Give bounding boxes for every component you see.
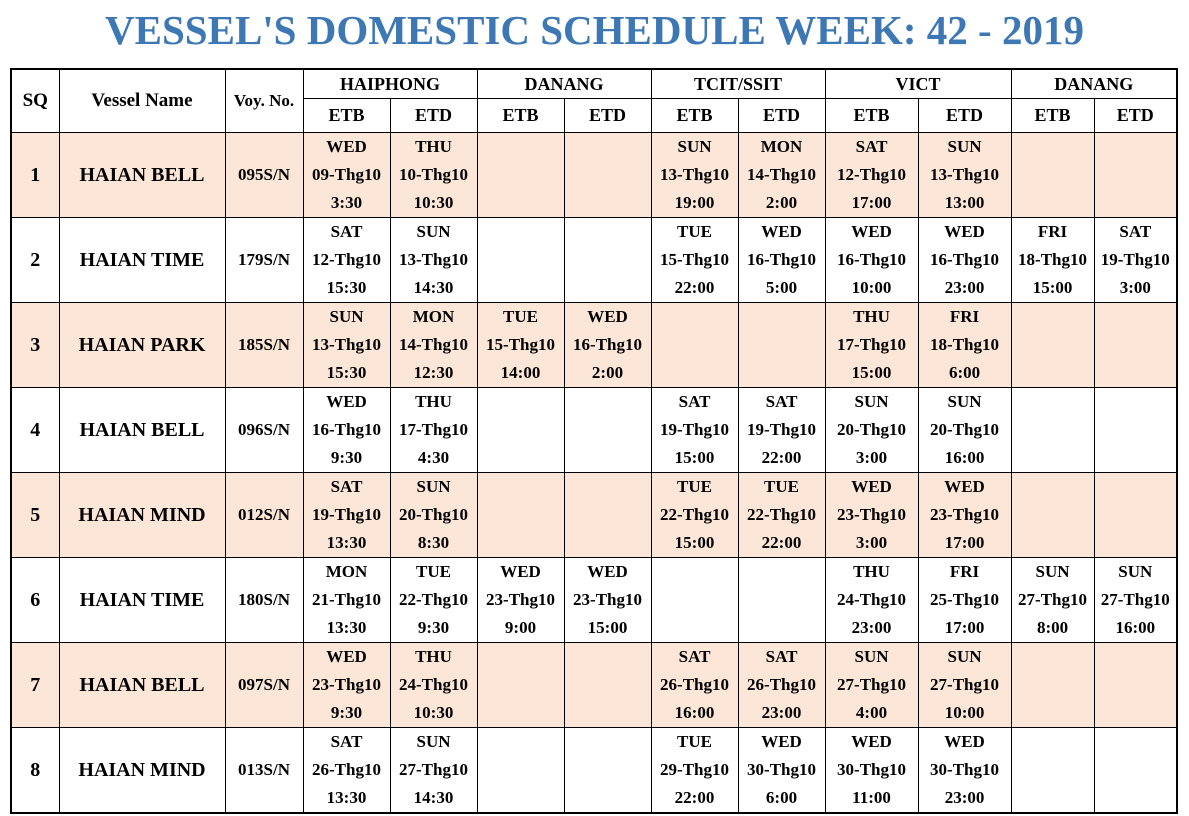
schedule-cell-date: 17-Thg10: [837, 335, 906, 354]
schedule-cell: [825, 558, 918, 643]
schedule-cell: [1011, 303, 1094, 388]
schedule-cell-day: SAT: [678, 647, 711, 666]
row-voy-no: 096S/N: [225, 388, 303, 473]
schedule-cell-day: TUE: [503, 307, 538, 326]
schedule-cell-date: 25-Thg10: [930, 590, 999, 609]
table-row: [11, 643, 1177, 728]
schedule-cell: [303, 388, 390, 473]
schedule-cell-date: 09-Thg10: [312, 165, 381, 184]
schedule-cell-time: 2:00: [765, 193, 798, 212]
schedule-cell-day: WED: [851, 477, 892, 496]
schedule-cell-date: 22-Thg10: [747, 505, 816, 524]
schedule-cell: [564, 388, 651, 473]
schedule-cell: [303, 558, 390, 643]
header-port-haiphong: HAIPHONG: [303, 69, 477, 99]
schedule-cell-date: 24-Thg10: [837, 590, 906, 609]
page-title: VESSEL'S DOMESTIC SCHEDULE WEEK: 42 - 2019: [105, 7, 1084, 53]
schedule-cell-time: 10:00: [944, 703, 985, 722]
schedule-cell-day: SUN: [416, 222, 451, 241]
schedule-cell-day: THU: [415, 137, 452, 156]
schedule-cell: [651, 303, 738, 388]
schedule-cell-time: 3:00: [855, 448, 888, 467]
schedule-cell-date: 10-Thg10: [399, 165, 468, 184]
schedule-cell-day: MON: [760, 137, 803, 156]
schedule-cell: [738, 473, 825, 558]
schedule-cell-date: 23-Thg10: [837, 505, 906, 524]
schedule-cell-time: 3:00: [1119, 278, 1151, 297]
schedule-cell: [738, 728, 825, 814]
schedule-cell-date: 16-Thg10: [930, 250, 999, 269]
schedule-cell-date: 19-Thg10: [312, 505, 381, 524]
schedule-cell: [651, 473, 738, 558]
schedule-cell: [738, 643, 825, 728]
schedule-cell-date: 24-Thg10: [399, 675, 468, 694]
schedule-cell-time: 9:30: [330, 703, 363, 722]
row-vessel-name: HAIAN BELL: [59, 643, 225, 728]
schedule-cell-time: 3:00: [855, 533, 888, 552]
schedule-cell-date: 20-Thg10: [930, 420, 999, 439]
schedule-cell-day: WED: [500, 562, 541, 581]
header-etd: ETD: [918, 99, 1011, 133]
schedule-cell: [825, 643, 918, 728]
schedule-cell-day: SUN: [329, 307, 364, 326]
schedule-cell-day: SAT: [330, 222, 363, 241]
schedule-cell: [1011, 218, 1094, 303]
schedule-cell-date: 23-Thg10: [312, 675, 381, 694]
schedule-cell-day: SAT: [765, 392, 798, 411]
schedule-cell-day: SAT: [678, 392, 711, 411]
schedule-cell-date: 27-Thg10: [837, 675, 906, 694]
schedule-cell-date: 27-Thg10: [399, 760, 468, 779]
schedule-cell-day: WED: [761, 222, 802, 241]
schedule-cell: [303, 303, 390, 388]
schedule-cell: [918, 728, 1011, 814]
schedule-cell-date: 16-Thg10: [573, 335, 642, 354]
row-voy-no: 180S/N: [225, 558, 303, 643]
schedule-cell: [918, 558, 1011, 643]
schedule-cell-time: 13:30: [326, 618, 367, 637]
schedule-cell-time: 10:30: [413, 193, 454, 212]
row-sq: 5: [11, 473, 59, 558]
schedule-cell-time: 22:00: [761, 448, 802, 467]
schedule-cell-time: 23:00: [944, 278, 985, 297]
header-etb: ETB: [1011, 99, 1094, 133]
schedule-cell: [390, 388, 477, 473]
schedule-cell-date: 14-Thg10: [399, 335, 468, 354]
row-sq: 6: [11, 558, 59, 643]
schedule-cell-day: SUN: [947, 647, 982, 666]
schedule-cell: [918, 133, 1011, 218]
schedule-cell: [1094, 133, 1177, 218]
schedule-cell-day: SUN: [854, 392, 889, 411]
row-vessel-name: HAIAN TIME: [59, 218, 225, 303]
schedule-cell-time: 17:00: [944, 618, 985, 637]
row-voy-no: 179S/N: [225, 218, 303, 303]
schedule-cell: [1011, 728, 1094, 814]
schedule-cell-time: 4:30: [417, 448, 450, 467]
schedule-cell: [564, 133, 651, 218]
schedule-cell: [738, 133, 825, 218]
row-voy-no: 013S/N: [225, 728, 303, 814]
schedule-cell-day: TUE: [677, 477, 712, 496]
schedule-cell-date: 26-Thg10: [660, 675, 729, 694]
schedule-cell-date: 22-Thg10: [660, 505, 729, 524]
schedule-cell-day: SUN: [677, 137, 712, 156]
schedule-cell-date: 20-Thg10: [399, 505, 468, 524]
schedule-cell-date: 20-Thg10: [837, 420, 906, 439]
schedule-cell: [303, 643, 390, 728]
schedule-cell-date: 27-Thg10: [1100, 590, 1170, 609]
schedule-cell: [738, 388, 825, 473]
schedule-cell-time: 9:00: [504, 618, 537, 637]
schedule-cell: [918, 388, 1011, 473]
schedule-cell-time: 9:30: [417, 618, 450, 637]
schedule-cell-time: 6:00: [765, 788, 798, 807]
schedule-cell: [1094, 303, 1177, 388]
schedule-cell-date: 26-Thg10: [312, 760, 381, 779]
schedule-cell-day: TUE: [416, 562, 451, 581]
schedule-cell-date: 22-Thg10: [399, 590, 468, 609]
schedule-cell-time: 12:30: [413, 363, 454, 382]
row-voy-no: 185S/N: [225, 303, 303, 388]
schedule-cell-date: 16-Thg10: [312, 420, 381, 439]
schedule-cell-day: SUN: [854, 647, 889, 666]
header-sq: SQ: [11, 69, 59, 133]
schedule-cell-time: 13:00: [944, 193, 985, 212]
schedule-cell: [564, 728, 651, 814]
schedule-cell: [825, 388, 918, 473]
schedule-cell-time: 23:00: [851, 618, 892, 637]
schedule-cell-date: 19-Thg10: [1100, 250, 1170, 269]
schedule-cell-date: 19-Thg10: [747, 420, 816, 439]
row-vessel-name: HAIAN TIME: [59, 558, 225, 643]
schedule-cell-time: 15:00: [851, 363, 892, 382]
schedule-cell: [825, 728, 918, 814]
schedule-cell: [1011, 643, 1094, 728]
schedule-cell-time: 2:00: [591, 363, 624, 382]
schedule-cell: [1011, 558, 1094, 643]
schedule-cell-time: 23:00: [761, 703, 802, 722]
schedule-cell-date: 18-Thg10: [1018, 250, 1088, 269]
schedule-cell-time: 15:00: [674, 533, 715, 552]
schedule-cell-day: SAT: [1119, 222, 1152, 241]
schedule-cell-day: WED: [944, 477, 985, 496]
schedule-cell: [651, 218, 738, 303]
schedule-cell: [651, 643, 738, 728]
schedule-cell-time: 11:00: [852, 788, 891, 807]
schedule-cell: [477, 728, 564, 814]
schedule-cell-date: 23-Thg10: [930, 505, 999, 524]
schedule-cell-date: 30-Thg10: [747, 760, 816, 779]
schedule-cell-date: 12-Thg10: [837, 165, 906, 184]
schedule-cell-time: 14:30: [413, 788, 454, 807]
schedule-cell-time: 16:00: [674, 703, 715, 722]
row-vessel-name: HAIAN PARK: [59, 303, 225, 388]
schedule-cell-time: 15:00: [674, 448, 715, 467]
schedule-cell-day: THU: [853, 562, 890, 581]
schedule-cell-date: 23-Thg10: [573, 590, 642, 609]
schedule-cell-day: SUN: [947, 392, 982, 411]
schedule-cell-time: 15:00: [587, 618, 628, 637]
schedule-cell-date: 12-Thg10: [312, 250, 381, 269]
schedule-cell-time: 14:00: [500, 363, 541, 382]
table-row: [11, 473, 1177, 558]
row-sq: 7: [11, 643, 59, 728]
schedule-cell-day: FRI: [949, 307, 980, 326]
row-sq: 8: [11, 728, 59, 814]
row-sq: 4: [11, 388, 59, 473]
schedule-cell: [564, 643, 651, 728]
schedule-cell-day: SAT: [765, 647, 798, 666]
schedule-cell-date: 16-Thg10: [747, 250, 816, 269]
schedule-cell-date: 13-Thg10: [399, 250, 468, 269]
header-port-danang: DANANG: [477, 69, 651, 99]
schedule-cell: [651, 133, 738, 218]
table-row: [11, 303, 1177, 388]
schedule-cell-date: 17-Thg10: [399, 420, 468, 439]
schedule-cell-date: 18-Thg10: [930, 335, 999, 354]
schedule-cell: [390, 728, 477, 814]
schedule-cell-date: 29-Thg10: [660, 760, 729, 779]
schedule-cell: [303, 728, 390, 814]
table-row: [11, 133, 1177, 218]
header-port-tcit-ssit: TCIT/SSIT: [651, 69, 825, 99]
schedule-cell: [738, 218, 825, 303]
schedule-cell: [651, 558, 738, 643]
schedule-cell: [918, 218, 1011, 303]
schedule-cell-day: THU: [415, 647, 452, 666]
row-sq: 1: [11, 133, 59, 218]
schedule-cell-date: 26-Thg10: [747, 675, 816, 694]
schedule-cell: [738, 303, 825, 388]
schedule-cell-day: SUN: [947, 137, 982, 156]
schedule-cell: [303, 473, 390, 558]
header-etb: ETB: [303, 99, 390, 133]
schedule-cell-day: WED: [326, 392, 367, 411]
schedule-cell: [825, 218, 918, 303]
schedule-cell-day: WED: [851, 222, 892, 241]
schedule-cell: [825, 473, 918, 558]
schedule-cell-day: WED: [944, 222, 985, 241]
schedule-cell-day: THU: [853, 307, 890, 326]
schedule-cell: [918, 473, 1011, 558]
schedule-cell: [477, 218, 564, 303]
schedule-cell-time: 22:00: [674, 788, 715, 807]
schedule-cell: [825, 303, 918, 388]
schedule-cell-day: SAT: [330, 477, 363, 496]
schedule-cell-time: 15:30: [326, 278, 367, 297]
schedule-cell-time: 8:30: [417, 533, 450, 552]
schedule-cell-day: WED: [326, 137, 367, 156]
schedule-cell-time: 13:30: [326, 788, 367, 807]
header-etd: ETD: [738, 99, 825, 133]
row-voy-no: 097S/N: [225, 643, 303, 728]
schedule-cell: [1094, 558, 1177, 643]
header-port-danang-2: DANANG: [1011, 69, 1177, 99]
schedule-cell: [477, 473, 564, 558]
schedule-table: [10, 68, 1178, 814]
schedule-cell: [477, 133, 564, 218]
schedule-cell: [477, 303, 564, 388]
schedule-cell-time: 15:30: [326, 363, 367, 382]
schedule-cell-day: WED: [587, 307, 628, 326]
schedule-cell: [390, 218, 477, 303]
schedule-cell-time: 22:00: [761, 533, 802, 552]
schedule-cell-date: 15-Thg10: [486, 335, 555, 354]
schedule-cell: [1094, 728, 1177, 814]
row-vessel-name: HAIAN BELL: [59, 133, 225, 218]
header-etd: ETD: [390, 99, 477, 133]
header-port-vict: VICT: [825, 69, 1011, 99]
schedule-cell-time: 23:00: [944, 788, 985, 807]
schedule-cell-day: WED: [761, 732, 802, 751]
schedule-cell: [390, 643, 477, 728]
schedule-cell-day: SUN: [1118, 562, 1153, 581]
schedule-cell-time: 17:00: [851, 193, 892, 212]
schedule-cell: [1094, 388, 1177, 473]
schedule-cell-time: 22:00: [674, 278, 715, 297]
schedule-cell-day: SAT: [855, 137, 888, 156]
schedule-cell-time: 17:00: [944, 533, 985, 552]
schedule-cell: [1094, 473, 1177, 558]
header-etb: ETB: [477, 99, 564, 133]
schedule-cell-time: 10:30: [413, 703, 454, 722]
schedule-cell-day: WED: [944, 732, 985, 751]
schedule-cell-time: 16:00: [944, 448, 985, 467]
schedule-cell-date: 27-Thg10: [930, 675, 999, 694]
schedule-cell-time: 5:00: [765, 278, 798, 297]
row-sq: 3: [11, 303, 59, 388]
schedule-cell-day: WED: [851, 732, 892, 751]
row-vessel-name: HAIAN BELL: [59, 388, 225, 473]
header-row-ports: [11, 69, 1177, 99]
schedule-cell-date: 19-Thg10: [660, 420, 729, 439]
schedule-cell-time: 14:30: [413, 278, 454, 297]
schedule-cell-day: WED: [326, 647, 367, 666]
schedule-cell: [1011, 388, 1094, 473]
schedule-cell: [564, 558, 651, 643]
schedule-cell-time: 4:00: [855, 703, 888, 722]
schedule-cell-time: 10:00: [851, 278, 892, 297]
schedule-cell: [390, 133, 477, 218]
schedule-cell-date: 13-Thg10: [660, 165, 729, 184]
schedule-cell: [477, 558, 564, 643]
schedule-cell-day: THU: [415, 392, 452, 411]
schedule-cell-time: 19:00: [674, 193, 715, 212]
schedule-cell: [564, 473, 651, 558]
schedule-cell-day: TUE: [677, 732, 712, 751]
schedule-cell: [390, 558, 477, 643]
table-row: [11, 558, 1177, 643]
schedule-cell-day: MON: [325, 562, 368, 581]
schedule-cell: [1094, 643, 1177, 728]
schedule-cell-day: SUN: [416, 477, 451, 496]
schedule-cell-day: MON: [412, 307, 455, 326]
schedule-cell: [477, 388, 564, 473]
row-vessel-name: HAIAN MIND: [59, 728, 225, 814]
schedule-cell: [390, 303, 477, 388]
schedule-cell-date: 30-Thg10: [837, 760, 906, 779]
schedule-cell: [651, 388, 738, 473]
schedule-cell-date: 27-Thg10: [1018, 590, 1088, 609]
schedule-cell-date: 30-Thg10: [930, 760, 999, 779]
schedule-cell-date: 15-Thg10: [660, 250, 729, 269]
schedule-cell: [564, 303, 651, 388]
table-row: [11, 388, 1177, 473]
schedule-cell-date: 16-Thg10: [837, 250, 906, 269]
schedule-cell-day: SUN: [1035, 562, 1070, 581]
schedule-cell-date: 21-Thg10: [312, 590, 381, 609]
header-vessel-name: Vessel Name: [59, 69, 225, 133]
schedule-cell-day: FRI: [949, 562, 980, 581]
row-voy-no: 095S/N: [225, 133, 303, 218]
header-etb: ETB: [651, 99, 738, 133]
table-row: [11, 218, 1177, 303]
schedule-cell-day: TUE: [764, 477, 799, 496]
table-row: [11, 728, 1177, 814]
schedule-cell-time: 13:30: [326, 533, 367, 552]
schedule-cell-time: 6:00: [948, 363, 981, 382]
schedule-cell: [1011, 473, 1094, 558]
schedule-cell-date: 23-Thg10: [486, 590, 555, 609]
schedule-cell-time: 9:30: [330, 448, 363, 467]
schedule-cell: [1011, 133, 1094, 218]
schedule-cell-day: WED: [587, 562, 628, 581]
schedule-cell-date: 13-Thg10: [312, 335, 381, 354]
schedule-cell: [738, 558, 825, 643]
header-etd: ETD: [1094, 99, 1177, 133]
row-voy-no: 012S/N: [225, 473, 303, 558]
schedule-cell-day: TUE: [677, 222, 712, 241]
schedule-cell: [651, 728, 738, 814]
header-etb: ETB: [825, 99, 918, 133]
schedule-cell: [825, 133, 918, 218]
schedule-cell-time: 16:00: [1115, 618, 1156, 637]
header-voy-no: Voy. No.: [225, 69, 303, 133]
row-sq: 2: [11, 218, 59, 303]
schedule-cell: [390, 473, 477, 558]
header-etd: ETD: [564, 99, 651, 133]
schedule-cell: [303, 133, 390, 218]
schedule-cell: [1094, 218, 1177, 303]
schedule-cell-date: 14-Thg10: [747, 165, 816, 184]
schedule-cell-time: 8:00: [1036, 618, 1069, 637]
schedule-cell-date: 13-Thg10: [930, 165, 999, 184]
schedule-cell: [918, 643, 1011, 728]
schedule-cell: [564, 218, 651, 303]
schedule-cell-day: SAT: [330, 732, 363, 751]
schedule-cell-time: 15:00: [1032, 278, 1073, 297]
schedule-cell: [477, 643, 564, 728]
schedule-cell: [918, 303, 1011, 388]
schedule-cell-day: SUN: [416, 732, 451, 751]
schedule-cell: [303, 218, 390, 303]
schedule-cell-time: 3:30: [330, 193, 363, 212]
schedule-cell-day: FRI: [1037, 222, 1068, 241]
row-vessel-name: HAIAN MIND: [59, 473, 225, 558]
